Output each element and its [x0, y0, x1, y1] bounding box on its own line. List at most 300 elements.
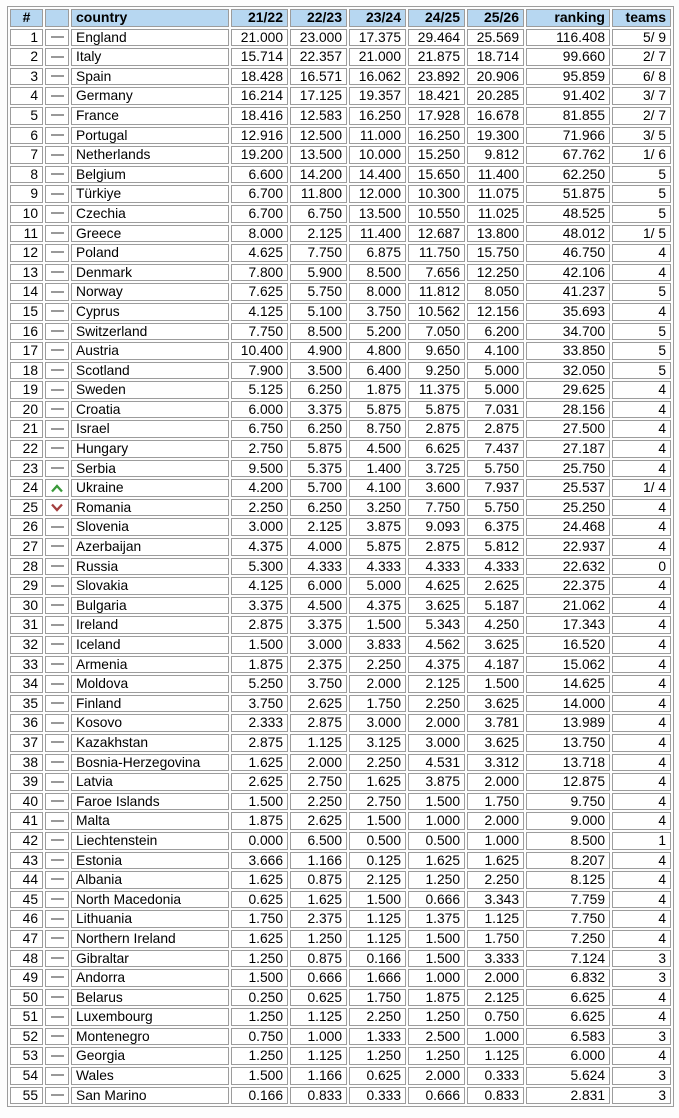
no-change-icon	[51, 1016, 64, 1018]
country-cell: Italy	[71, 48, 229, 66]
rank-cell: 2	[10, 48, 43, 66]
season-value-cell: 2.000	[290, 754, 347, 772]
table-row	[10, 891, 671, 909]
season-value-cell: 1.500	[349, 812, 406, 830]
season-value-cell: 4.100	[349, 479, 406, 497]
season-value-cell: 4.125	[231, 303, 288, 321]
table-row	[10, 675, 671, 693]
country-cell: Kazakhstan	[71, 734, 229, 752]
season-value-cell: 17.928	[408, 107, 465, 125]
movement-cell	[45, 87, 69, 105]
country-coefficient-table	[7, 6, 674, 1107]
season-value-cell: 12.156	[467, 303, 524, 321]
country-cell: Liechtenstein	[71, 832, 229, 850]
movement-cell	[45, 734, 69, 752]
no-change-icon	[51, 173, 64, 175]
no-change-icon	[51, 957, 64, 959]
ranking-cell: 28.156	[526, 401, 610, 419]
season-value-cell: 4.200	[231, 479, 288, 497]
ranking-cell: 33.850	[526, 342, 610, 360]
movement-cell	[45, 205, 69, 223]
season-value-cell: 9.500	[231, 460, 288, 478]
no-change-icon	[51, 800, 64, 802]
season-value-cell: 5.000	[467, 381, 524, 399]
country-cell: Netherlands	[71, 146, 229, 164]
season-value-cell: 5.125	[231, 381, 288, 399]
no-change-icon	[51, 1094, 64, 1096]
season-value-cell: 6.750	[231, 420, 288, 438]
season-value-cell: 2.250	[467, 871, 524, 889]
table-row	[10, 225, 671, 243]
season-value-cell: 4.333	[290, 558, 347, 576]
table-row	[10, 146, 671, 164]
ranking-cell: 6.832	[526, 969, 610, 987]
ranking-cell: 9.000	[526, 812, 610, 830]
header-ranking: ranking	[526, 9, 610, 27]
ranking-cell: 48.012	[526, 225, 610, 243]
country-cell: Greece	[71, 225, 229, 243]
teams-cell: 4	[612, 303, 671, 321]
ranking-cell: 81.855	[526, 107, 610, 125]
teams-cell: 4	[612, 440, 671, 458]
table-row	[10, 107, 671, 125]
season-value-cell: 2.250	[349, 656, 406, 674]
country-cell: Bulgaria	[71, 597, 229, 615]
season-value-cell: 14.200	[290, 166, 347, 184]
season-value-cell: 1.125	[290, 1008, 347, 1026]
table-row	[10, 68, 671, 86]
rank-cell: 14	[10, 283, 43, 301]
no-change-icon	[51, 781, 64, 783]
table-row	[10, 1047, 671, 1065]
season-value-cell: 19.300	[467, 127, 524, 145]
table-row	[10, 185, 671, 203]
season-value-cell: 29.464	[408, 29, 465, 47]
season-value-cell: 1.625	[408, 852, 465, 870]
no-change-icon	[51, 134, 64, 136]
country-cell: Poland	[71, 244, 229, 262]
season-value-cell: 0.833	[290, 1087, 347, 1105]
teams-cell: 4	[612, 420, 671, 438]
no-change-icon	[51, 428, 64, 430]
country-cell: Czechia	[71, 205, 229, 223]
ranking-cell: 8.125	[526, 871, 610, 889]
country-cell: Armenia	[71, 656, 229, 674]
season-value-cell: 1.875	[349, 381, 406, 399]
rank-cell: 37	[10, 734, 43, 752]
movement-cell	[45, 146, 69, 164]
season-value-cell: 4.333	[467, 558, 524, 576]
movement-cell	[45, 48, 69, 66]
season-value-cell: 11.812	[408, 283, 465, 301]
no-change-icon	[51, 741, 64, 743]
ranking-cell: 6.000	[526, 1047, 610, 1065]
country-cell: Spain	[71, 68, 229, 86]
rank-cell: 1	[10, 29, 43, 47]
season-value-cell: 3.625	[467, 695, 524, 713]
rank-cell: 26	[10, 518, 43, 536]
no-change-icon	[51, 75, 64, 77]
season-value-cell: 3.781	[467, 714, 524, 732]
season-value-cell: 2.250	[290, 793, 347, 811]
season-value-cell: 10.000	[349, 146, 406, 164]
rank-cell: 13	[10, 264, 43, 282]
table-row	[10, 852, 671, 870]
season-value-cell: 5.000	[467, 362, 524, 380]
season-value-cell: 7.750	[231, 323, 288, 341]
season-value-cell: 2.500	[408, 1028, 465, 1046]
season-value-cell: 3.875	[408, 773, 465, 791]
no-change-icon	[51, 761, 64, 763]
season-value-cell: 7.750	[290, 244, 347, 262]
header-season-25-26: 25/26	[467, 9, 524, 27]
table-row	[10, 362, 671, 380]
country-cell: Serbia	[71, 460, 229, 478]
header-season-21-22: 21/22	[231, 9, 288, 27]
season-value-cell: 2.875	[408, 538, 465, 556]
season-value-cell: 9.812	[467, 146, 524, 164]
season-value-cell: 3.500	[290, 362, 347, 380]
season-value-cell: 1.000	[408, 969, 465, 987]
season-value-cell: 1.500	[231, 1067, 288, 1085]
country-cell: Azerbaijan	[71, 538, 229, 556]
ranking-cell: 32.050	[526, 362, 610, 380]
country-cell: Estonia	[71, 852, 229, 870]
no-change-icon	[51, 1035, 64, 1037]
teams-cell: 4	[612, 636, 671, 654]
season-value-cell: 11.750	[408, 244, 465, 262]
table-row	[10, 871, 671, 889]
season-value-cell: 4.500	[290, 597, 347, 615]
country-cell: England	[71, 29, 229, 47]
rank-cell: 11	[10, 225, 43, 243]
no-change-icon	[51, 1074, 64, 1076]
season-value-cell: 1.000	[467, 832, 524, 850]
season-value-cell: 12.250	[467, 264, 524, 282]
rank-cell: 17	[10, 342, 43, 360]
season-value-cell: 0.750	[467, 1008, 524, 1026]
season-value-cell: 11.400	[349, 225, 406, 243]
movement-cell	[45, 499, 69, 517]
movement-cell	[45, 714, 69, 732]
movement-cell	[45, 420, 69, 438]
teams-cell: 4	[612, 930, 671, 948]
season-value-cell: 1.625	[290, 891, 347, 909]
teams-cell: 4	[612, 1008, 671, 1026]
season-value-cell: 1.125	[467, 1047, 524, 1065]
season-value-cell: 1.166	[290, 852, 347, 870]
table-row	[10, 812, 671, 830]
season-value-cell: 5.750	[467, 460, 524, 478]
season-value-cell: 3.833	[349, 636, 406, 654]
movement-cell	[45, 616, 69, 634]
table-row	[10, 499, 671, 517]
season-value-cell: 20.285	[467, 87, 524, 105]
season-value-cell: 13.800	[467, 225, 524, 243]
teams-cell: 3	[612, 969, 671, 987]
teams-cell: 4	[612, 656, 671, 674]
season-value-cell: 1.250	[231, 1047, 288, 1065]
season-value-cell: 16.250	[349, 107, 406, 125]
country-cell: Montenegro	[71, 1028, 229, 1046]
ranking-cell: 7.124	[526, 950, 610, 968]
season-value-cell: 7.656	[408, 264, 465, 282]
rank-cell: 10	[10, 205, 43, 223]
season-value-cell: 1.625	[231, 754, 288, 772]
ranking-cell: 21.062	[526, 597, 610, 615]
teams-cell: 4	[612, 714, 671, 732]
table-row	[10, 734, 671, 752]
ranking-cell: 116.408	[526, 29, 610, 47]
table-row	[10, 440, 671, 458]
season-value-cell: 2.000	[467, 969, 524, 987]
movement-cell	[45, 812, 69, 830]
season-value-cell: 11.000	[349, 127, 406, 145]
country-cell: Belgium	[71, 166, 229, 184]
no-change-icon	[51, 408, 64, 410]
movement-cell	[45, 969, 69, 987]
season-value-cell: 4.000	[290, 538, 347, 556]
season-value-cell: 7.050	[408, 323, 465, 341]
season-value-cell: 2.875	[467, 420, 524, 438]
teams-cell: 4	[612, 538, 671, 556]
season-value-cell: 3.375	[290, 616, 347, 634]
season-value-cell: 0.875	[290, 950, 347, 968]
season-value-cell: 0.250	[231, 989, 288, 1007]
season-value-cell: 5.300	[231, 558, 288, 576]
season-value-cell: 3.625	[467, 636, 524, 654]
ranking-cell: 12.875	[526, 773, 610, 791]
season-value-cell: 1.250	[408, 1008, 465, 1026]
no-change-icon	[51, 369, 64, 371]
table-row	[10, 832, 671, 850]
season-value-cell: 15.250	[408, 146, 465, 164]
rank-cell: 40	[10, 793, 43, 811]
ranking-cell: 25.750	[526, 460, 610, 478]
table-row	[10, 577, 671, 595]
movement-cell	[45, 362, 69, 380]
movement-cell	[45, 656, 69, 674]
movement-cell	[45, 166, 69, 184]
season-value-cell: 1.625	[231, 871, 288, 889]
season-value-cell: 3.250	[349, 499, 406, 517]
season-value-cell: 2.750	[349, 793, 406, 811]
table-row	[10, 616, 671, 634]
season-value-cell: 3.375	[231, 597, 288, 615]
teams-cell: 2/ 7	[612, 48, 671, 66]
rank-cell: 52	[10, 1028, 43, 1046]
season-value-cell: 0.750	[231, 1028, 288, 1046]
season-value-cell: 3.875	[349, 518, 406, 536]
no-change-icon	[51, 683, 64, 685]
movement-cell	[45, 68, 69, 86]
movement-cell	[45, 518, 69, 536]
no-change-icon	[51, 624, 64, 626]
no-change-icon	[51, 976, 64, 978]
rank-cell: 23	[10, 460, 43, 478]
teams-cell: 5	[612, 205, 671, 223]
season-value-cell: 2.750	[231, 440, 288, 458]
rank-cell: 22	[10, 440, 43, 458]
country-cell: Albania	[71, 871, 229, 889]
season-value-cell: 4.187	[467, 656, 524, 674]
season-value-cell: 2.625	[290, 812, 347, 830]
season-value-cell: 5.875	[349, 401, 406, 419]
ranking-cell: 48.525	[526, 205, 610, 223]
movement-cell	[45, 950, 69, 968]
teams-cell: 4	[612, 871, 671, 889]
ranking-cell: 67.762	[526, 146, 610, 164]
movement-cell	[45, 479, 69, 497]
ranking-cell: 62.250	[526, 166, 610, 184]
season-value-cell: 2.000	[408, 1067, 465, 1085]
season-value-cell: 2.000	[408, 714, 465, 732]
up-arrow-icon	[50, 483, 64, 494]
no-change-icon	[51, 291, 64, 293]
season-value-cell: 1.750	[349, 989, 406, 1007]
season-value-cell: 1.125	[467, 910, 524, 928]
season-value-cell: 5.000	[349, 577, 406, 595]
season-value-cell: 1.000	[467, 1028, 524, 1046]
season-value-cell: 2.875	[290, 714, 347, 732]
country-cell: Portugal	[71, 127, 229, 145]
season-value-cell: 1.333	[349, 1028, 406, 1046]
season-value-cell: 1.250	[408, 1047, 465, 1065]
rank-cell: 35	[10, 695, 43, 713]
teams-cell: 4	[612, 852, 671, 870]
teams-cell: 4	[612, 675, 671, 693]
ranking-cell: 27.500	[526, 420, 610, 438]
season-value-cell: 23.892	[408, 68, 465, 86]
table-row	[10, 479, 671, 497]
season-value-cell: 2.750	[290, 773, 347, 791]
rank-cell: 6	[10, 127, 43, 145]
no-change-icon	[51, 95, 64, 97]
season-value-cell: 1.500	[408, 793, 465, 811]
season-value-cell: 1.625	[231, 930, 288, 948]
rank-cell: 36	[10, 714, 43, 732]
season-value-cell: 1.500	[349, 616, 406, 634]
movement-cell	[45, 264, 69, 282]
rank-cell: 46	[10, 910, 43, 928]
country-cell: Slovenia	[71, 518, 229, 536]
season-value-cell: 1.250	[349, 1047, 406, 1065]
teams-cell: 5	[612, 166, 671, 184]
rank-cell: 44	[10, 871, 43, 889]
season-value-cell: 6.500	[290, 832, 347, 850]
rank-cell: 28	[10, 558, 43, 576]
season-value-cell: 3.000	[349, 714, 406, 732]
season-value-cell: 3.625	[408, 597, 465, 615]
teams-cell: 6/ 8	[612, 68, 671, 86]
season-value-cell: 3.750	[231, 695, 288, 713]
rank-cell: 32	[10, 636, 43, 654]
movement-cell	[45, 891, 69, 909]
country-cell: Luxembourg	[71, 1008, 229, 1026]
season-value-cell: 16.678	[467, 107, 524, 125]
country-cell: Scotland	[71, 362, 229, 380]
season-value-cell: 2.875	[408, 420, 465, 438]
country-cell: Kosovo	[71, 714, 229, 732]
season-value-cell: 2.000	[349, 675, 406, 693]
country-cell: Iceland	[71, 636, 229, 654]
season-value-cell: 5.100	[290, 303, 347, 321]
ranking-cell: 7.250	[526, 930, 610, 948]
ranking-cell: 25.250	[526, 499, 610, 517]
no-change-icon	[51, 839, 64, 841]
ranking-cell: 6.625	[526, 1008, 610, 1026]
season-value-cell: 4.375	[349, 597, 406, 615]
season-value-cell: 0.666	[408, 1087, 465, 1105]
rank-cell: 47	[10, 930, 43, 948]
movement-cell	[45, 401, 69, 419]
country-cell: Ireland	[71, 616, 229, 634]
table-row	[10, 1008, 671, 1026]
ranking-cell: 99.660	[526, 48, 610, 66]
season-value-cell: 8.500	[349, 264, 406, 282]
movement-cell	[45, 793, 69, 811]
country-cell: Faroe Islands	[71, 793, 229, 811]
ranking-cell: 13.750	[526, 734, 610, 752]
teams-cell: 4	[612, 989, 671, 1007]
season-value-cell: 5.343	[408, 616, 465, 634]
teams-cell: 4	[612, 616, 671, 634]
table-row	[10, 381, 671, 399]
teams-cell: 4	[612, 891, 671, 909]
teams-cell: 4	[612, 754, 671, 772]
table-row	[10, 87, 671, 105]
teams-cell: 5	[612, 283, 671, 301]
table-row	[10, 1087, 671, 1105]
rank-cell: 34	[10, 675, 43, 693]
ranking-cell: 95.859	[526, 68, 610, 86]
header-country: country	[71, 9, 229, 27]
ranking-cell: 7.750	[526, 910, 610, 928]
season-value-cell: 11.800	[290, 185, 347, 203]
season-value-cell: 6.250	[290, 499, 347, 517]
no-change-icon	[51, 898, 64, 900]
season-value-cell: 3.725	[408, 460, 465, 478]
season-value-cell: 7.900	[231, 362, 288, 380]
season-value-cell: 2.000	[467, 773, 524, 791]
rank-cell: 24	[10, 479, 43, 497]
rank-cell: 18	[10, 362, 43, 380]
table-row	[10, 656, 671, 674]
season-value-cell: 4.800	[349, 342, 406, 360]
season-value-cell: 21.875	[408, 48, 465, 66]
season-value-cell: 5.187	[467, 597, 524, 615]
teams-cell: 4	[612, 793, 671, 811]
teams-cell: 4	[612, 401, 671, 419]
season-value-cell: 14.400	[349, 166, 406, 184]
season-value-cell: 12.500	[290, 127, 347, 145]
movement-cell	[45, 1028, 69, 1046]
table-row	[10, 48, 671, 66]
season-value-cell: 3.333	[467, 950, 524, 968]
rank-cell: 49	[10, 969, 43, 987]
teams-cell: 4	[612, 1047, 671, 1065]
country-cell: Andorra	[71, 969, 229, 987]
season-value-cell: 8.000	[349, 283, 406, 301]
season-value-cell: 2.000	[467, 812, 524, 830]
season-value-cell: 1.125	[290, 1047, 347, 1065]
teams-cell: 3	[612, 1028, 671, 1046]
season-value-cell: 1.875	[231, 812, 288, 830]
season-value-cell: 10.550	[408, 205, 465, 223]
season-value-cell: 10.562	[408, 303, 465, 321]
season-value-cell: 1.750	[231, 910, 288, 928]
ranking-cell: 6.625	[526, 989, 610, 1007]
